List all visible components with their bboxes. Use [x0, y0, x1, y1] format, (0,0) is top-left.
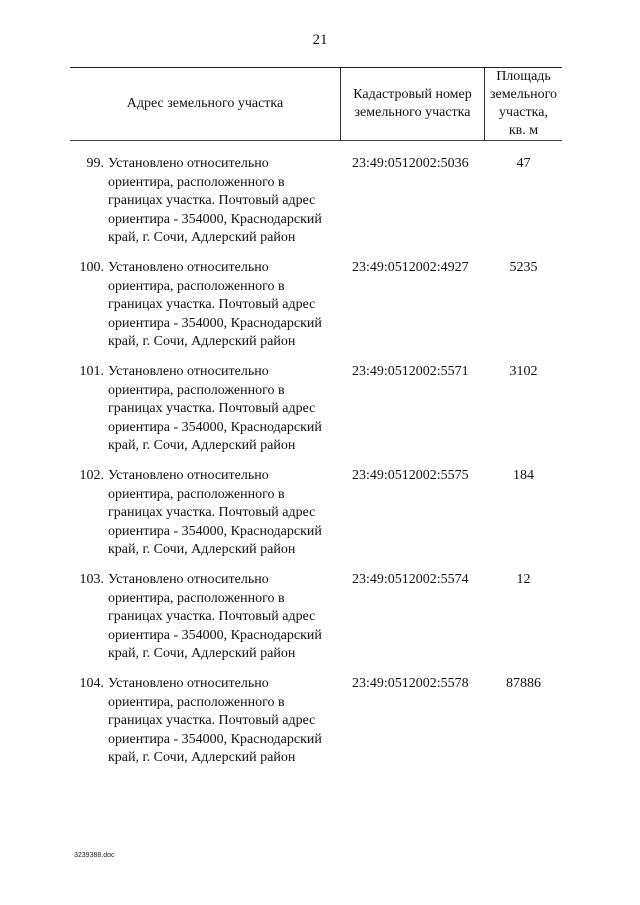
row-address: Установлено относительно ориентира, расположенного в границах участка. Почтовый адрес ориентира - 354000, Краснодарский край, г. Сочи, Адлерский район — [108, 676, 322, 765]
row-address: Установлено относительно ориентира, расположенного в границах участка. Почтовый адрес ориентира - 354000, Краснодарский край, г. Сочи, Адлерский район — [108, 364, 322, 453]
row-area: 47 — [516, 156, 531, 171]
header-area: Площадь земельного участка, кв. м — [489, 69, 558, 138]
row-cadastral-number: 23:49:0512002:5574 — [352, 572, 469, 587]
row-cadastral-number: 23:49:0512002:5036 — [352, 156, 469, 171]
row-area: 184 — [513, 468, 534, 483]
land-plots-table — [70, 67, 562, 765]
row-number: 104. — [79, 676, 104, 691]
table-row — [70, 675, 562, 779]
row-area: 87886 — [506, 676, 541, 691]
row-number: 99. — [86, 156, 104, 171]
row-address: Установлено относительно ориентира, расположенного в границах участка. Почтовый адрес ориентира - 354000, Краснодарский край, г. Сочи, Адлерский район — [108, 156, 322, 245]
row-number: 100. — [79, 260, 104, 275]
table-header — [70, 67, 562, 141]
table-row — [70, 155, 562, 259]
page-number: 21 — [312, 32, 328, 48]
table-row — [70, 467, 562, 571]
row-cadastral-number: 23:49:0512002:5571 — [352, 364, 469, 379]
table-row — [70, 363, 562, 467]
row-number: 103. — [79, 572, 104, 587]
row-area: 5235 — [509, 260, 538, 275]
document-filename: 3239388.doc — [74, 852, 115, 859]
row-number: 101. — [79, 364, 104, 379]
row-cadastral-number: 23:49:0512002:5575 — [352, 468, 469, 483]
table-row — [70, 571, 562, 675]
row-cadastral-number: 23:49:0512002:5578 — [352, 676, 469, 691]
table-body — [70, 155, 562, 779]
header-address: Адрес земельного участка — [126, 96, 284, 111]
row-address: Установлено относительно ориентира, расположенного в границах участка. Почтовый адрес ориентира - 354000, Краснодарский край, г. Сочи, Адлерский район — [108, 260, 322, 349]
row-cadastral-number: 23:49:0512002:4927 — [352, 260, 469, 275]
row-area: 12 — [516, 572, 531, 587]
row-area: 3102 — [509, 364, 538, 379]
row-address: Установлено относительно ориентира, расположенного в границах участка. Почтовый адрес ориентира - 354000, Краснодарский край, г. Сочи, Адлерский район — [108, 572, 322, 661]
row-number: 102. — [79, 468, 104, 483]
header-cadastral-number: Кадастровый номер земельного участка — [353, 87, 472, 120]
table-row — [70, 259, 562, 363]
row-address: Установлено относительно ориентира, расположенного в границах участка. Почтовый адрес ориентира - 354000, Краснодарский край, г. Сочи, Адлерский район — [108, 468, 322, 557]
